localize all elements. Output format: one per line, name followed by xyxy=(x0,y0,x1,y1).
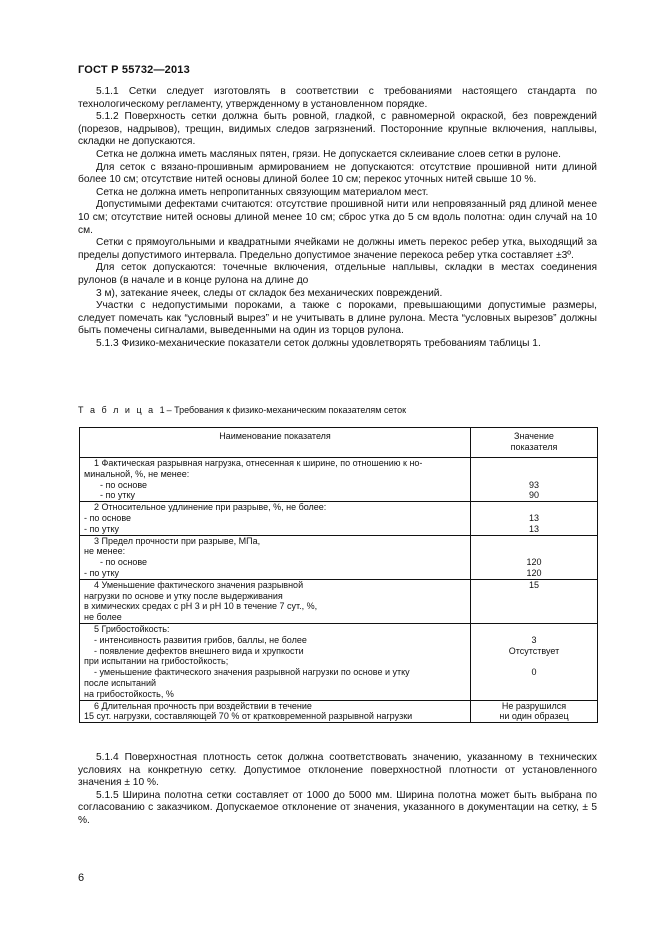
row5-indicator: 5 Грибостойкость: - интенсивность развития грибов, баллы, не более - появление дефектов внешнего вида и хрупкости при испытании на грибостойкость; - уменьшение фактического значения разрывной нагрузки по основе и утку после испытаний на грибостойкость, % xyxy=(80,623,471,700)
paragraph-skew: Сетки с прямоугольными и квадратными ячейками не должны иметь перекос ребер утка, выходящий за пределы допустимого интервала. Предельно допустимое значение перекоса ребер утка составляет ±3º. xyxy=(78,237,597,261)
bottom-text-block xyxy=(78,752,597,828)
paragraph-allowed-defects: Допустимыми дефектами считаются: отсутствие прошивной нити или непровязанный ряд длиной менее 10 см; отсутствие нитей основы длиной менее 10 см; сброс утка до 5 см вдоль полотна: один случай на 10 см. xyxy=(78,199,597,236)
page-number: 6 xyxy=(78,872,85,884)
paragraph-5-1-5: 5.1.5 Ширина полотна сетки составляет от 1000 до 5000 мм. Ширина полотна может быть выбрана по согласованию с заказчиком. Допускаемое отклонение от значения, указанного в документации на сетку, ± 5 %. xyxy=(78,789,597,826)
row2-indicator: 2 Относительное удлинение при разрыве, %, не более: - по основе - по утку xyxy=(80,502,471,535)
paragraph-stitched-defects: Для сеток с вязано-прошивным армированием не допускаются: отсутствие прошивной нити длиной более 10 см; отсутствие нитей основы длиной более 10 см; перекос уточных нитей свыше 10 %. xyxy=(78,161,597,186)
top-text-block xyxy=(78,86,597,350)
row3-indicator: 3 Предел прочности при разрыве, МПа, не менее: - по основе - по утку xyxy=(80,535,471,579)
paragraph-5-1-2: 5.1.2 Поверхность сетки должна быть ровной, гладкой, с равномерной окраской, без повреждений (порезов, надрывов), трещин, видимых следов загрязнений. Посторонние крупные включения, наплывы, складки не допускаются. xyxy=(78,111,597,148)
row6-value: Не разрушился ни один образец xyxy=(471,700,598,723)
table-caption-prefix: Т а б л и ц а 1 xyxy=(78,405,167,415)
row3-value: 120 120 xyxy=(471,535,598,579)
row6-indicator: 6 Длительная прочность при воздействии в течение 15 сут. нагрузки, составляющей 70 % от кратковременной разрывной нагрузки xyxy=(80,700,471,723)
table-row xyxy=(80,458,598,502)
table-row xyxy=(80,623,598,700)
table-caption xyxy=(78,405,406,415)
paragraph-impregnation: Сетка не должна иметь непропитанных связующим материалом мест. xyxy=(96,186,429,198)
paragraph-5-1-1: 5.1.1 Сетки следует изготовлять в соответствии с требованиями настоящего стандарта по технологическому регламенту, утвержденному в установленном порядке. xyxy=(78,86,597,110)
row1-value: 93 90 xyxy=(471,458,598,502)
table-caption-text: – Требования к физико-механическим показателям сеток xyxy=(166,405,407,415)
requirements-table xyxy=(79,427,598,723)
table-row xyxy=(80,535,598,579)
header-value: Значение показателя xyxy=(471,428,598,458)
paragraph-conditional-cut: Участки с недопустимыми пороками, а также с пороками, превышающими допустимые размеры, следует помечать как “условный вырез” и не учитывать в длине рулона. Места “условных вырезов” должны быть помечены сигналами, выведенными на один из торцов рулона. xyxy=(78,300,597,337)
header-indicator: Наименование показателя xyxy=(80,428,471,458)
document-header: ГОСТ Р 55732—2013 xyxy=(78,64,190,76)
paragraph-5-1-4: 5.1.4 Поверхностная плотность сеток должна соответствовать значению, указанному в технических условиях на конкретную сетку. Допустимое отклонение поверхностной плотности от установленного значения ± 10 %. xyxy=(78,752,597,789)
table-row xyxy=(80,700,598,723)
row2-value: 13 13 xyxy=(471,502,598,535)
paragraph-allowed-inclusions-cont: 3 м), затекание ячеек, следы от складок без механических повреждений. xyxy=(96,287,443,299)
table-row xyxy=(80,502,598,535)
paragraph-5-1-3: 5.1.3 Физико-механические показатели сеток должны удовлетворять требованиям таблицы 1. xyxy=(96,337,541,349)
row1-indicator: 1 Фактическая разрывная нагрузка, отнесенная к ширине, по отношению к но- минальной, %, не менее: - по основе - по утку xyxy=(80,458,471,502)
row4-indicator: 4 Уменьшение фактического значения разрывной нагрузки по основе и утку после выдерживания в химических средах с рН 3 и рН 10 в течение 7 сут., %, не более xyxy=(80,579,471,623)
row4-value: 15 xyxy=(471,579,598,623)
table-header-row xyxy=(80,428,598,458)
paragraph-allowed-inclusions: Для сеток допускаются: точечные включения, отдельные наплывы, складки в местах соединения рулонов (в начале и в конце рулона на длине до xyxy=(78,262,597,286)
row5-value: 3 Отсутствует 0 xyxy=(471,623,598,700)
paragraph-oil-stains: Сетка не должна иметь масляных пятен, грязи. Не допускается склеивание слоев сетки в рулоне. xyxy=(96,148,561,160)
table-row xyxy=(80,579,598,623)
